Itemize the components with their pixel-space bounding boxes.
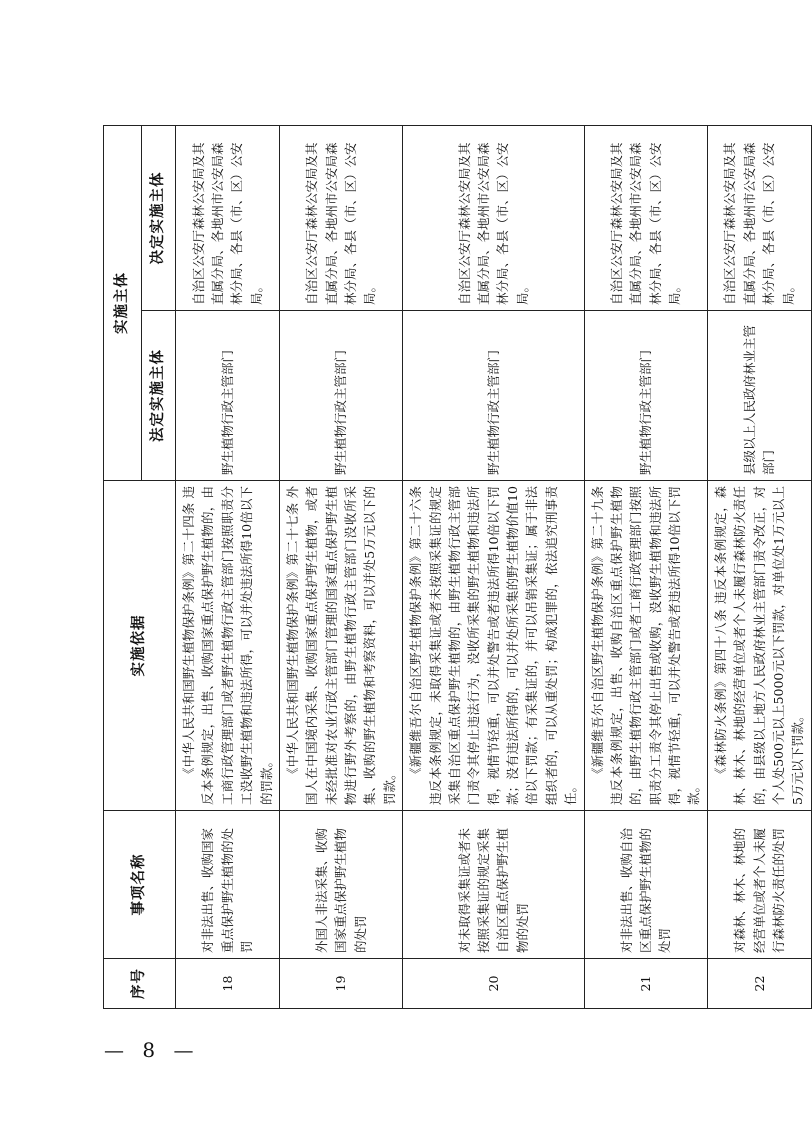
header-item-name: 事项名称 [104, 811, 176, 959]
row-legal-subject: 县级以上人民政府林业主管部门 [707, 311, 811, 481]
row-basis [584, 481, 707, 811]
header-seq: 序号 [104, 959, 176, 1009]
row-item-name: 对森林、林木、林地的经营单位或者个人未履行森林防火责任的处罚 [707, 811, 811, 959]
row-basis-text: 《中华人民共和国野生植物保护条例》第二十七条 外国人在中国境内采集、收购国家重点保护野生植物，或者未经批准对农业行政主管部门管理的国家重点保护野生植物进行野外考察的，由野生植物行政主管部门没收所采集、收购的野生植物和考察资料，可以并处5万元以下的罚款。 [284, 486, 397, 805]
rotated-table-container [103, 126, 806, 1009]
row-basis [707, 481, 811, 811]
row-basis-text: 《中华人民共和国野生植物保护条例》第二十四条 违反本条例规定，出售、收购国家重点保护野生植物的，由工商行政管理部门或者野生植物行政主管部门按照职责分工没收野生植物和违法所得，可以并处违法所得10倍以下的罚款。 [181, 486, 274, 805]
table-row [403, 126, 584, 1009]
rotated-table-area [103, 126, 806, 1009]
table-row [279, 126, 402, 1009]
header-decided-subject: 决定实施主体 [142, 126, 176, 311]
row-item-name: 对未取得采集证或者未按照采集证的规定采集自治区重点保护野生植物的处罚 [403, 811, 584, 959]
row-seq: 20 [403, 959, 584, 1009]
header-legal-subject: 法定实施主体 [142, 311, 176, 481]
page-number: — 8 — [104, 1038, 200, 1062]
row-basis [403, 481, 584, 811]
row-decided-subject: 自治区公安厅森林公安局及其直属分局、各地州市公安局森林分局、各县（市、区）公安局。 [584, 126, 707, 311]
table-row [707, 126, 811, 1009]
row-decided-subject: 自治区公安厅森林公安局及其直属分局、各地州市公安局森林分局、各县（市、区）公安局。 [176, 126, 280, 311]
row-seq: 19 [279, 959, 402, 1009]
header-subject: 实施主体 [104, 126, 142, 481]
row-item-name: 外国人非法采集、收购国家重点保护野生植物的处罚 [279, 811, 402, 959]
row-basis [176, 481, 280, 811]
row-seq: 21 [584, 959, 707, 1009]
row-legal-subject: 野生植物行政主管部门 [176, 311, 280, 481]
row-basis [279, 481, 402, 811]
row-seq: 22 [707, 959, 811, 1009]
row-decided-subject: 自治区公安厅森林公安局及其直属分局、各地州市公安局森林分局、各县（市、区）公安局。 [707, 126, 811, 311]
row-item-name: 对非法出售、收购自治区重点保护野生植物的处罚 [584, 811, 707, 959]
row-item-name: 对非法出售、收购国家重点保护野生植物的处罚 [176, 811, 280, 959]
row-basis-text: 《森林防火条例》第四十八条 违反本条例规定，森林、林木、林地的经营单位或者个人未履行森林防火责任的，由县级以上地方人民政府林业主管部门责令改正，对个人处500元以上5000元以下罚款，对单位处1万元以上5万元以下罚款。 [712, 486, 806, 805]
row-legal-subject: 野生植物行政主管部门 [403, 311, 584, 481]
row-basis-text: 《新疆维吾尔自治区野生植物保护条例》第二十九条 违反本条例规定，出售、收购自治区重点保护野生植物的，由野生植物行政主管部门或者工商行政管理部门按照职责分工责令其停止出售或收购，没收野生植物和违法所得，视情节轻重，可以并处警告或者违法所得10倍以下罚款。 [589, 486, 702, 805]
header-basis: 实施依据 [104, 481, 176, 811]
table-row [584, 126, 707, 1009]
row-decided-subject: 自治区公安厅森林公安局及其直属分局、各地州市公安局森林分局、各县（市、区）公安局。 [279, 126, 402, 311]
row-basis-text: 《新疆维吾尔自治区野生植物保护条例》第二十六条 违反本条例规定，未取得采集证或者未按照采集证的规定采集自治区重点保护野生植物的，由野生植物行政主管部门责令其停止违法行为，没收所采集的野生植物和违法所得，视情节轻重，可以并处警告或者违法所得10倍以下罚款；没有违法所得的，可以并处所采集的野生植物价值10倍以下罚款；有采集证的，并可以吊销采集证；属于非法组织者的，可以从重处罚；构成犯罪的，依法追究刑事责任。 [408, 486, 579, 805]
row-legal-subject: 野生植物行政主管部门 [584, 311, 707, 481]
row-legal-subject: 野生植物行政主管部门 [279, 311, 402, 481]
table-row [176, 126, 280, 1009]
row-seq: 18 [176, 959, 280, 1009]
penalty-items-table [103, 125, 812, 1009]
row-decided-subject: 自治区公安厅森林公安局及其直属分局、各地州市公安局森林分局、各县（市、区）公安局。 [403, 126, 584, 311]
